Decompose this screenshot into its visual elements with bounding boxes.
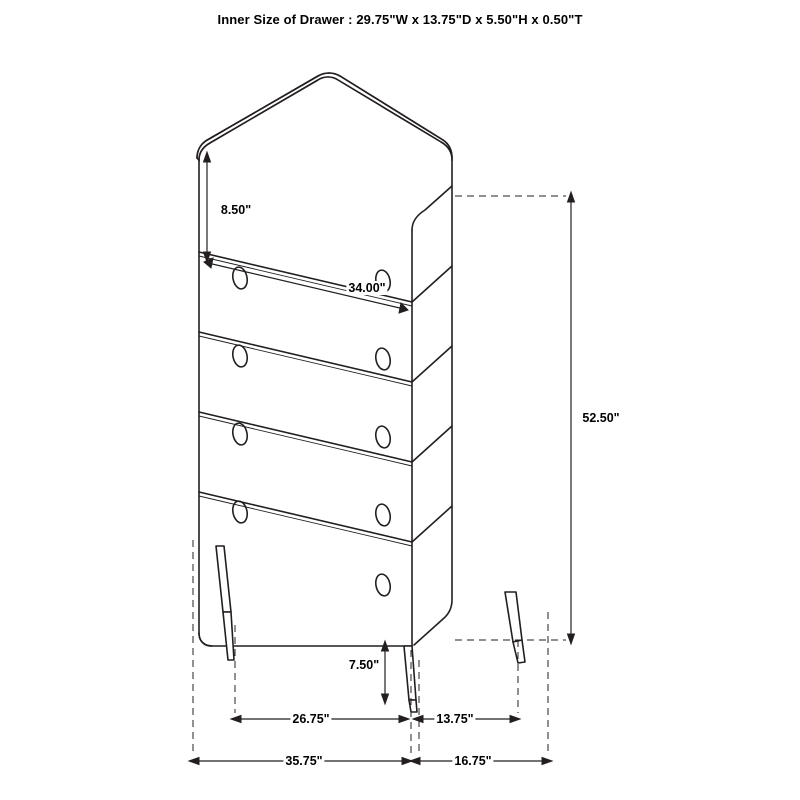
leg-front-right <box>404 646 416 700</box>
cabinet-top-surface <box>197 73 452 160</box>
cabinet-side-face <box>412 160 452 646</box>
cabinet-front-face <box>199 160 423 646</box>
dim-label-7-50: 7.50" <box>348 658 380 672</box>
dim-label-52-50: 52.50" <box>582 411 620 425</box>
page-title: Inner Size of Drawer : 29.75"W x 13.75"D x 5.50"H x 0.50"T <box>217 12 583 27</box>
dim-label-8-50: 8.50" <box>220 203 252 217</box>
dim-7-50 <box>382 641 389 704</box>
dim-52-50 <box>455 192 575 644</box>
dim-label-16-75: 16.75" <box>454 754 492 768</box>
leg-back-right <box>505 592 522 642</box>
dim-label-13-75: 13.75" <box>436 712 474 726</box>
dim-label-34-00: 34.00" <box>348 281 386 295</box>
dim-label-26-75: 26.75" <box>292 712 330 726</box>
dim-label-35-75: 35.75" <box>285 754 323 768</box>
